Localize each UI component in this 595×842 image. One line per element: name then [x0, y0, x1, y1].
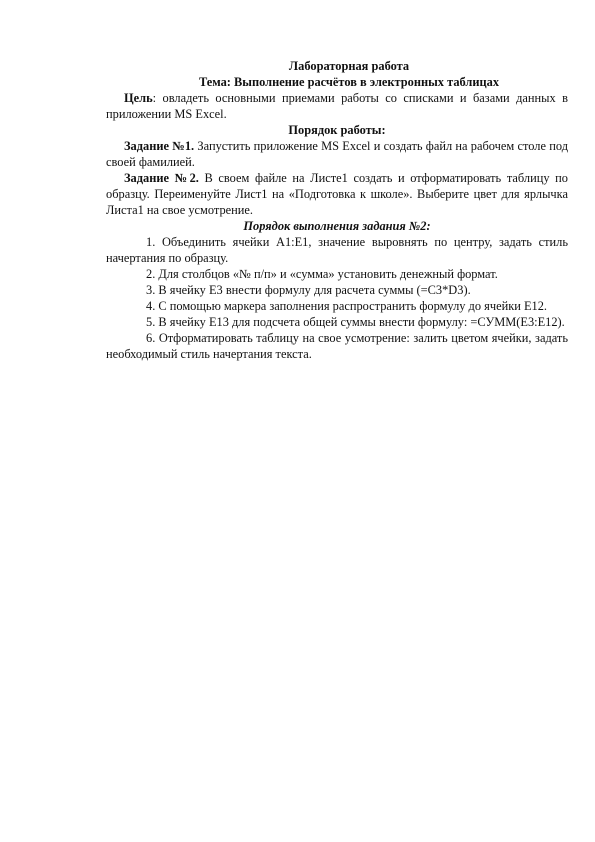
- step-item: 5. В ячейку Е13 для подсчета общей суммы внести формулу: =СУММ(Е3:Е12).: [146, 315, 565, 329]
- step-item: 6. Отформатировать таблицу на свое усмотрение: залить цветом ячейки, задать необходимый стиль начертания текста.: [106, 331, 568, 361]
- task1-label: Задание №1.: [124, 139, 195, 153]
- goal-text: : овладеть основными приемами работы со списками и базами данных в приложении MS Excel.: [106, 91, 568, 121]
- goal-label: Цель: [124, 91, 153, 105]
- goal-paragraph: [106, 90, 568, 122]
- procedure-heading: Порядок работы:: [288, 123, 386, 137]
- step-item: 3. В ячейку Е3 внести формулу для расчета суммы (=С3*D3).: [146, 283, 471, 297]
- task1-text: Запустить приложение MS Excel и создать файл на рабочем столе под своей фамилией.: [106, 139, 568, 169]
- document-topic: Тема: Выполнение расчётов в электронных таблицах: [198, 75, 500, 89]
- document-page: [106, 58, 568, 362]
- task2-text: В своем файле на Листе1 создать и отформатировать таблицу по образцу. Переименуйте Лист1 на «Подготовка к школе». Выберите цвет для ярлычка Листа1 на свое усмотрение.: [106, 171, 568, 217]
- step-item: 1. Объединить ячейки А1:Е1, значение выровнять по центру, задать стиль начертания по образцу.: [106, 235, 568, 265]
- task1-paragraph: [106, 138, 568, 170]
- task2-steps-heading: Порядок выполнения задания №2:: [243, 219, 431, 233]
- step-item: 2. Для столбцов «№ п/п» и «сумма» установить денежный формат.: [146, 267, 498, 281]
- document-title: Лабораторная работа: [288, 59, 410, 73]
- task2-label: Задание №2.: [124, 171, 199, 185]
- task2-paragraph: [106, 170, 568, 218]
- step-item: 4. С помощью маркера заполнения распространить формулу до ячейки Е12.: [146, 299, 548, 313]
